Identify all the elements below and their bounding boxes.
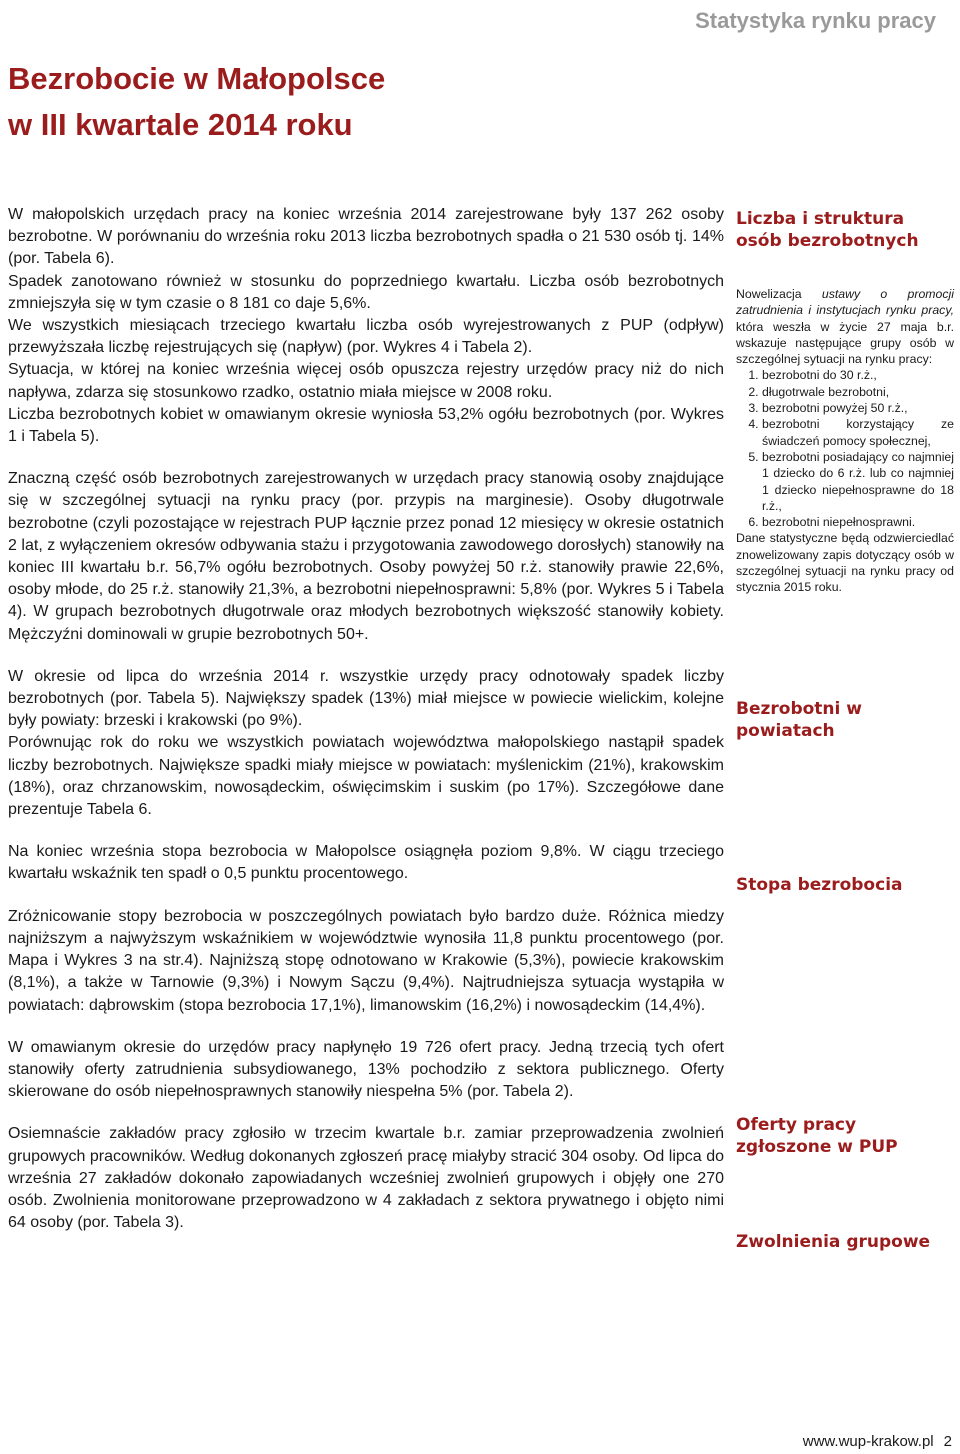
sidebar-note: Nowelizacja ustawy o promocji zatrudnienia i instytucjach rynku pracy, która weszła w życie 27 maja b.r. wskazuje następujące grupy osób w szczególnej sytuacji na rynku pracy: 1. bezrobotni do 30 r.ż., 2. długotrwale bezrobotni, 3. bezrobotni powyżej 50 r.ż., 4. bezrobotni korzystający ze świadczeń pomocy społecznej, 5. bezrobotni posiadający co najmniej 1 dziecko do 6 r.ż. lub co najmniej 1 dziecko niepełnosprawne do 18 r.ż., 6. bezrobotni niepełnosprawni. Dane statystyczne będą odzwierciedlać znowelizowany zapis dotyczący osób w szczególnej sytuacji na rynku pracy od stycznia 2015 roku. — [736, 286, 954, 596]
paragraph: Sytuacja, w której na koniec września więcej osób opuszcza rejestry urzędów pracy niż do nich napływa, zdarza się stosunkowo rzadko, ostatnio miała miejsce w 2008 roku. — [8, 361, 724, 401]
sidebar-note-end: Dane statystyczne będą odzwierciedlać znowelizowany zapis dotyczący osób w szczególnej sytuacji na rynku pracy od stycznia 2015 roku. — [736, 531, 954, 595]
sidebar-heading: Bezrobotni w powiatach — [736, 699, 862, 741]
sidebar-block-offers — [736, 1114, 954, 1158]
list-item: 3. bezrobotni powyżej 50 r.ż., — [762, 400, 954, 416]
page-title — [8, 56, 385, 148]
paragraph: Porównując rok do roku we wszystkich powiatach województwa małopolskiego nastąpił spadek liczby bezrobotnych. Największe spadki miały miejsce w powiatach: myślenickim (21%), krakowskim (18%), oraz chrzanowskim, nowosądeckim, oświęcimskim i suskim (po 17%). Szczegółowe dane prezentuje Tabela 6. — [8, 734, 724, 819]
page-title-line1: Bezrobocie w Małopolsce — [8, 61, 386, 96]
list-item: 1. bezrobotni do 30 r.ż., — [762, 367, 954, 383]
section-header: Statystyka rynku pracy — [695, 8, 936, 33]
page-title-line2: w III kwartale 2014 roku — [8, 107, 353, 142]
paragraph: Znaczną część osób bezrobotnych zarejestrowanych w urzędach pracy stanowią osoby znajdujące się w szczególnej sytuacji na rynku pracy (por. przypis na marginesie). Osoby długotrwale bezrobotne (czyli pozostające w rejestrach PUP łącznie przez ponad 12 miesięcy w okresie ostatnich 2 lat, z wyłączeniem okresów odbywania stażu i przygotowania zawodowego dorosłych) stanowiły na koniec III kwartału b.r. 56,7% ogółu bezrobotnych. Osoby powyżej 50 r.ż. stanowiły prawie 22,6%, osoby młode, do 25 r.ż. stanowiły 21,3%, a bezrobotni niepełnosprawni: 5,8% (por. Wykres 5 i Tabela 4). W grupach bezrobotnych długotrwale oraz młodych bezrobotnych większość stanowiły kobiety. Mężczyźni dominowali w grupie bezrobotnych 50+. — [8, 470, 724, 643]
sidebar-block-rate — [736, 874, 954, 896]
footer-url: www.wup-krakow.pl — [802, 1433, 934, 1450]
paragraph: Na koniec września stopa bezrobocia w Małopolsce osiągnęła poziom 9,8%. W ciągu trzeciego kwartału wskaźnik ten spadł o 0,5 punktu procentowego. — [8, 843, 724, 883]
paragraph: W omawianym okresie do urzędów pracy napłynęło 19 726 ofert pracy. Jedną trzecią tych ofert stanowiły oferty zatrudnienia subsydiowanego, 13% pochodziło z sektora publicznego. Oferty skierowane do osób niepełnosprawnych stanowiły niespełna 5% (por. Tabela 2). — [8, 1038, 724, 1101]
paragraph: Liczba bezrobotnych kobiet w omawianym okresie wyniosła 53,2% ogółu bezrobotnych (por. Wykres 1 i Tabela 5). — [8, 405, 724, 446]
sidebar-block-layoffs — [736, 1231, 954, 1253]
paragraph: Spadek zanotowano również w stosunku do poprzedniego kwartału. Liczba osób bezrobotnych zmniejszyła się w tym czasie o 8 181 co daje 5,6%. — [8, 272, 724, 312]
list-item: 4. bezrobotni korzystający ze świadczeń pomocy społecznej, — [762, 416, 954, 449]
list-item: 6. bezrobotni niepełnosprawni. — [762, 514, 954, 530]
sidebar-heading: Zwolnienia grupowe — [736, 1232, 931, 1252]
paragraph: We wszystkich miesiącach trzeciego kwartału liczba osób wyrejestrowanych z PUP (odpływ) przewyższała liczbę rejestrujących się (napływ) (por. Wykres 4 i Tabela 2). — [8, 317, 724, 357]
sidebar-heading: Stopa bezrobocia — [736, 875, 903, 895]
page-number: 2 — [943, 1433, 952, 1450]
group-list — [736, 367, 954, 530]
sidebar-block-counties — [736, 698, 954, 742]
sidebar-heading: Oferty pracy zgłoszone w PUP — [736, 1115, 898, 1157]
paragraph: Zróżnicowanie stopy bezrobocia w poszczególnych powiatach było bardzo duże. Różnica miedzy najniższym a najwyższym wskaźnikiem w województwie wynosiła 11,8 punktu procentowego (por. Mapa i Wykres 3 na str.4). Najniższą stopę odnotowano w Krakowie (5,3%), powiecie krakowskim (8,1%), a także w Tarnowie (9,3%) i Nowym Sączu (9,4%). Najtrudniejsza sytuacja wystąpiła w powiatach: dąbrowskim (stopa bezrobocia 17,1%), limanowskim (16,2%) i nowosądeckim (14,4%). — [8, 907, 724, 1014]
page-footer — [793, 1433, 952, 1450]
sidebar-block-structure — [736, 208, 954, 596]
paragraph: W małopolskich urzędach pracy na koniec września 2014 zarejestrowane były 137 262 osoby bezrobotne. W porównaniu do września roku 2013 liczba bezrobotnych spadła o 21 530 osób tj. 14% (por. Tabela 6). — [8, 206, 724, 268]
paragraph: Osiemnaście zakładów pracy zgłosiło w trzecim kwartale b.r. zamiar przeprowadzenia zwolnień grupowych pracowników. Według dokonanych zgłoszeń pracę miałyby stracić 304 osoby. Od lipca do września 27 zakładów dokonało zapowiadanych wcześniej zwolnień grupowych i objęły one 270 osób. Zwolnienia monitorowane przeprowadzono w 4 zakładach z sektora prywatnego i objęto nimi 64 osoby (por. Tabela 3). — [8, 1125, 724, 1232]
paragraph: W okresie od lipca do września 2014 r. wszystkie urzędy pracy odnotowały spadek liczby bezrobotnych (por. Tabela 5). Największy spadek (13%) miał miejsce w powiecie wielickim, kolejne były powiaty: brzeski i krakowski (po 9%). — [8, 667, 724, 730]
list-item: 5. bezrobotni posiadający co najmniej 1 dziecko do 6 r.ż. lub co najmniej 1 dziecko niepełnosprawne do 18 r.ż., — [762, 449, 954, 514]
main-text — [8, 204, 724, 1234]
sidebar-heading: Liczba i struktura osób bezrobotnych — [736, 209, 919, 251]
list-item: 2. długotrwale bezrobotni, — [762, 384, 954, 400]
